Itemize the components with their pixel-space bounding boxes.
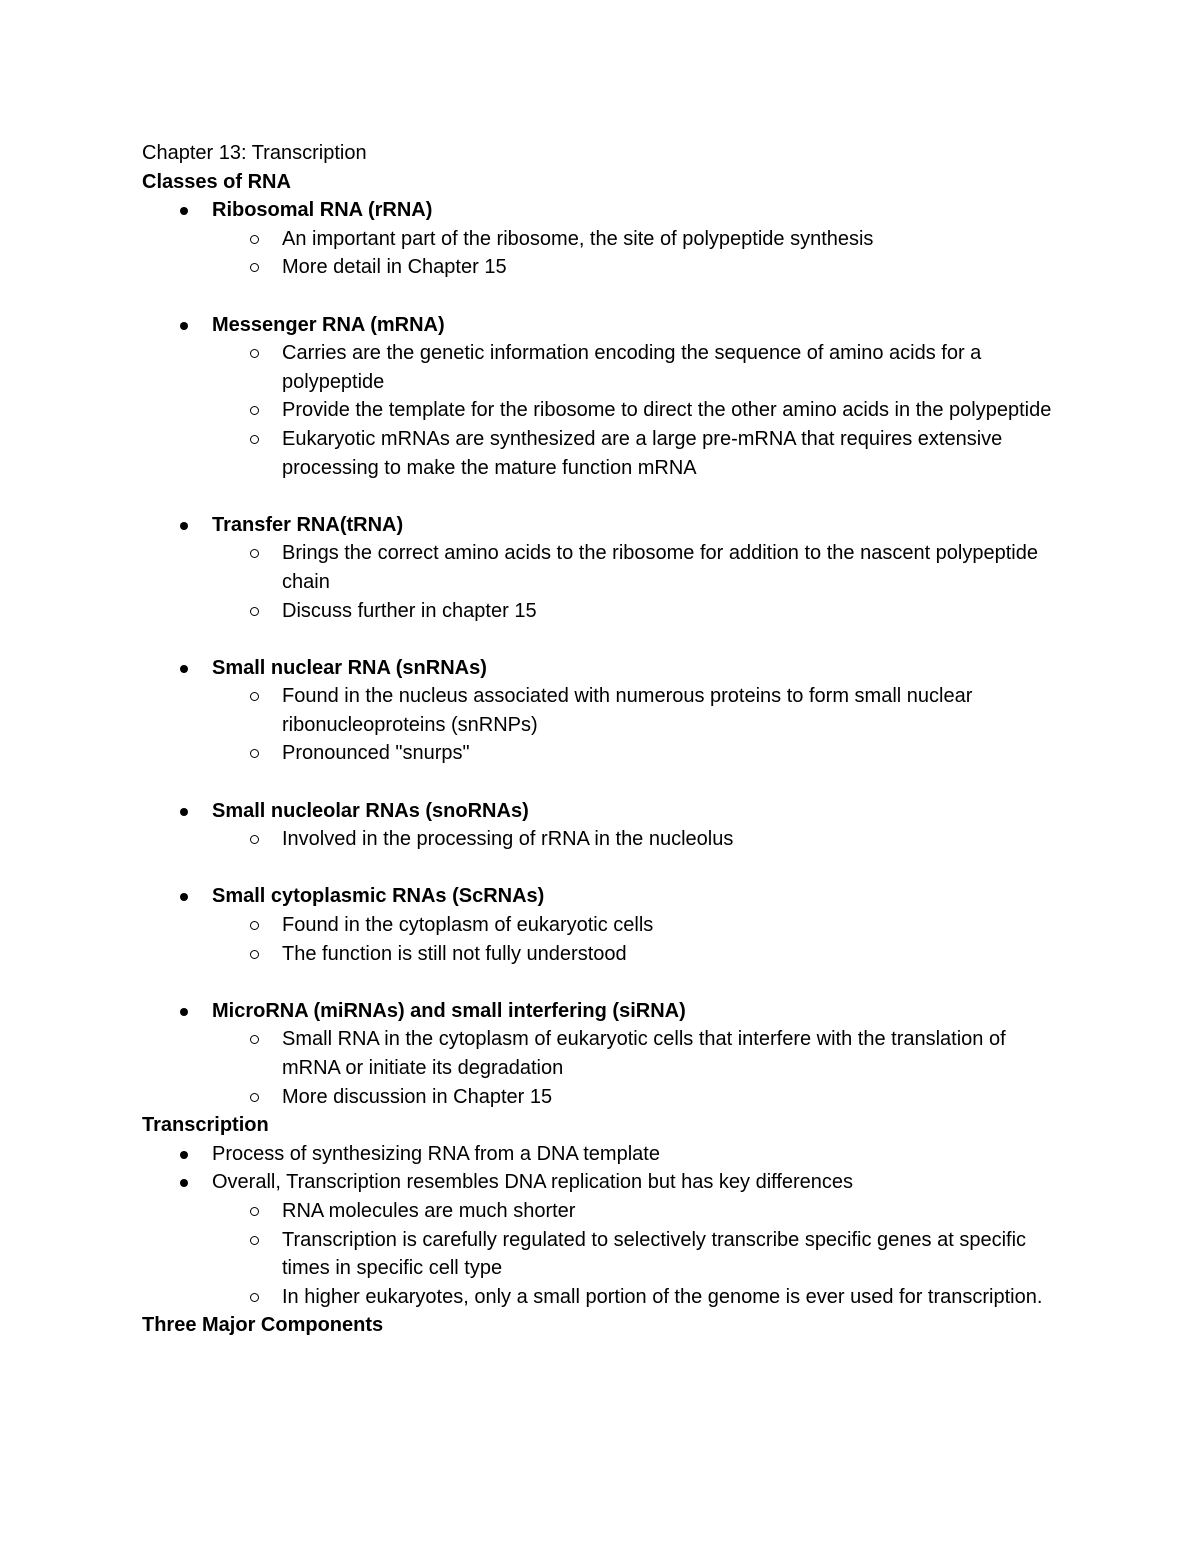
hollow-bullet-icon — [250, 1207, 259, 1216]
sub-bullet-item-text: Carries are the genetic information encoding the sequence of amino acids for a polypeptide — [282, 342, 982, 393]
hollow-bullet-icon — [250, 607, 259, 616]
filled-bullet-icon — [180, 522, 188, 530]
sub-bullet-item-text: The function is still not fully understood — [282, 942, 627, 965]
sub-bullet-item-text: Discuss further in chapter 15 — [282, 599, 537, 622]
bullet-item-label: MicroRNA (miRNAs) and small interfering (siRNA) — [212, 999, 686, 1022]
sub-bullet-item-text: Transcription is carefully regulated to selectively transcribe specific genes at specific times in specific cell type — [282, 1228, 1027, 1280]
section-heading: Three Major Components — [142, 1314, 384, 1337]
bullet-item-label: Transfer RNA(tRNA) — [212, 513, 404, 536]
bullet-item-label: Overall, Transcription resembles DNA replication but has key differences — [212, 1171, 854, 1194]
blank-line — [142, 482, 1062, 511]
section-heading: Classes of RNA — [142, 170, 291, 193]
hollow-bullet-icon — [250, 349, 259, 358]
sub-bullet-item — [142, 682, 1062, 739]
hollow-bullet-icon — [250, 692, 259, 701]
document-title: Chapter 13: Transcription — [142, 142, 367, 164]
blank-line — [142, 282, 1062, 311]
hollow-bullet-icon — [250, 435, 259, 444]
filled-bullet-icon — [180, 322, 188, 330]
filled-bullet-icon — [180, 808, 188, 816]
sub-bullet-item — [142, 1283, 1062, 1312]
bullet-item — [142, 311, 1062, 340]
filled-bullet-icon — [180, 893, 188, 901]
sub-bullet-item — [142, 339, 1062, 396]
blank-line — [142, 968, 1062, 997]
hollow-bullet-icon — [250, 1035, 259, 1044]
bullet-item — [142, 1168, 1062, 1197]
bullet-item — [142, 511, 1062, 540]
hollow-bullet-icon — [250, 835, 259, 844]
bullet-item — [142, 1140, 1062, 1169]
bullet-item-label: Small nucleolar RNAs (snoRNAs) — [212, 799, 529, 822]
sub-bullet-item-text: In higher eukaryotes, only a small portion of the genome is ever used for transcription. — [282, 1285, 1043, 1308]
sub-bullet-item-text: An important part of the ribosome, the site of polypeptide synthesis — [282, 227, 874, 250]
sub-bullet-item-text: Found in the nucleus associated with numerous proteins to form small nuclear ribonucleoproteins (snRNPs) — [282, 685, 973, 736]
filled-bullet-icon — [180, 207, 188, 215]
sub-bullet-item-text: Involved in the processing of rRNA in the nucleolus — [282, 828, 734, 851]
sub-bullet-item-text: Provide the template for the ribosome to direct the other amino acids in the polypeptide — [282, 399, 1052, 422]
hollow-bullet-icon — [250, 406, 259, 415]
sub-bullet-item — [142, 425, 1062, 482]
filled-bullet-icon — [180, 1008, 188, 1016]
sub-bullet-item — [142, 1025, 1062, 1082]
hollow-bullet-icon — [250, 549, 259, 558]
bullet-item-label: Small nuclear RNA (snRNAs) — [212, 656, 487, 679]
sub-bullet-item — [142, 597, 1062, 626]
sub-bullet-item — [142, 911, 1062, 940]
sub-bullet-item-text: Small RNA in the cytoplasm of eukaryotic cells that interfere with the translation of mRNA or initiate its degradation — [282, 1028, 1006, 1079]
sub-bullet-item — [142, 1083, 1062, 1112]
hollow-bullet-icon — [250, 921, 259, 930]
sub-bullet-item — [142, 739, 1062, 768]
document-body — [142, 168, 1062, 1340]
sub-bullet-item-text: Found in the cytoplasm of eukaryotic cells — [282, 914, 654, 937]
bullet-item — [142, 654, 1062, 683]
bullet-item-label: Messenger RNA (mRNA) — [212, 313, 445, 336]
sub-bullet-item-text: Pronounced "snurps" — [282, 742, 470, 765]
sub-bullet-item — [142, 225, 1062, 254]
hollow-bullet-icon — [250, 1093, 259, 1102]
hollow-bullet-icon — [250, 263, 259, 272]
sub-bullet-item — [142, 253, 1062, 282]
bullet-item-label: Process of synthesizing RNA from a DNA template — [212, 1142, 660, 1165]
sub-bullet-item-text: More detail in Chapter 15 — [282, 256, 507, 279]
section-heading: Transcription — [142, 1114, 269, 1137]
blank-line — [142, 625, 1062, 654]
sub-bullet-item — [142, 825, 1062, 854]
bullet-item — [142, 196, 1062, 225]
bullet-item-label: Small cytoplasmic RNAs (ScRNAs) — [212, 885, 545, 908]
sub-bullet-item-text: RNA molecules are much shorter — [282, 1199, 576, 1222]
hollow-bullet-icon — [250, 950, 259, 959]
sub-bullet-item-text: Brings the correct amino acids to the ribosome for addition to the nascent polypeptide chain — [282, 542, 1038, 593]
filled-bullet-icon — [180, 665, 188, 673]
bullet-item — [142, 882, 1062, 911]
sub-bullet-item — [142, 940, 1062, 969]
filled-bullet-icon — [180, 1151, 188, 1159]
bullet-item — [142, 797, 1062, 826]
sub-bullet-item-text: Eukaryotic mRNAs are synthesized are a large pre-mRNA that requires extensive processing to make the mature function mRNA — [282, 427, 1003, 479]
sub-bullet-item-text: More discussion in Chapter 15 — [282, 1085, 553, 1108]
sub-bullet-item — [142, 396, 1062, 425]
hollow-bullet-icon — [250, 749, 259, 758]
hollow-bullet-icon — [250, 235, 259, 244]
bullet-item-label: Ribosomal RNA (rRNA) — [212, 199, 433, 222]
sub-bullet-item — [142, 1226, 1062, 1283]
sub-bullet-item — [142, 1197, 1062, 1226]
bullet-item — [142, 997, 1062, 1026]
sub-bullet-item — [142, 539, 1062, 596]
blank-line — [142, 768, 1062, 797]
filled-bullet-icon — [180, 1179, 188, 1187]
document-page — [142, 139, 1062, 1340]
blank-line — [142, 854, 1062, 883]
hollow-bullet-icon — [250, 1293, 259, 1302]
hollow-bullet-icon — [250, 1236, 259, 1245]
